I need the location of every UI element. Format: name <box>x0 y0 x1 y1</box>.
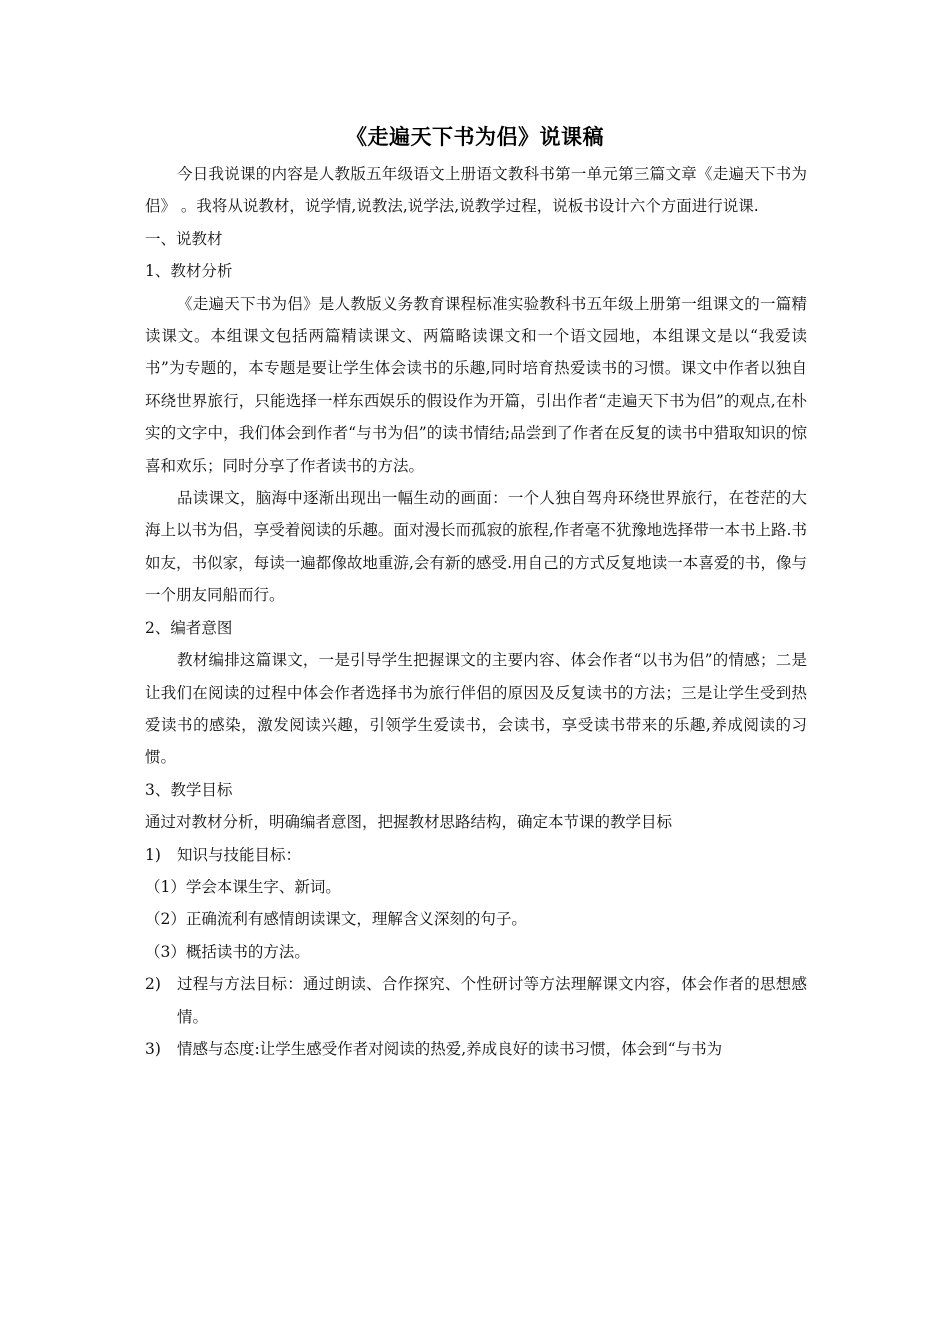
section-heading-1: 一、说教材 <box>145 229 223 248</box>
intro-paragraph: 今日我说课的内容是人教版五年级语文上册语文教科书第一单元第三篇文章《走遍天下书为侣》 。我将从说教材，说学情,说教法,说学法,说教学过程，说板书设计六个方面进行说课. <box>145 165 807 216</box>
goal-item-3 <box>145 1033 807 1065</box>
goal-text: 情感与态度:让学生感受作者对阅读的热爱,养成良好的读书习惯，体会到“与书为 <box>177 1039 723 1058</box>
paragraph-analysis-1: 《走遍天下书为侣》是人教版义务教育课程标准实验教科书五年级上册第一组课文的一篇精读课文。本组课文包括两篇精读课文、两篇略读课文和一个语文园地，本组课文是以“我爱读书”为专题的，本专题是要让学生体会读书的乐趣,同时培育热爱读书的习惯。课文中作者以独自环绕世界旅行，只能选择一样东西娱乐的假设作为开篇，引出作者“走遍天下书为侣”的观点,在朴实的文字中，我们体会到作者“与书为侣”的读书情结;品尝到了作者在反复的读书中猎取知识的惊喜和欢乐；同时分享了作者读书的方法。 <box>145 294 807 475</box>
goal-item-2 <box>145 968 807 1033</box>
goal-text: 过程与方法目标：通过朗读、合作探究、个性研讨等方法理解课文内容，体会作者的思想感情。 <box>177 975 807 1026</box>
goal-item-1 <box>145 839 807 871</box>
paragraph-editor-intent: 教材编排这篇课文，一是引导学生把握课文的主要内容、体会作者“以书为侣”的情感；二是让我们在阅读的过程中体会作者选择书为旅行伴侣的原因及反复读书的方法；三是让学生受到热爱读书的感染，激发阅读兴趣，引领学生爱读书，会读书，享受读书带来的乐趣,养成阅读的习惯。 <box>145 651 807 767</box>
paragraph-analysis-2: 品读课文，脑海中逐渐出现出一幅生动的画面：一个人独自驾舟环绕世界旅行，在苍茫的大海上以书为侣，享受着阅读的乐趣。面对漫长而孤寂的旅程,作者毫不犹豫地选择带一本书上路.书如友，书似家，每读一遍都像故地重游,会有新的感受.用自己的方式反复地读一本喜爱的书，像与一个朋友同船而行。 <box>145 489 807 605</box>
goal-text: 知识与技能目标： <box>177 845 302 864</box>
subheading-editor-intent: 2、编者意图 <box>145 618 233 637</box>
goal-number: 1) <box>145 845 161 864</box>
subheading-textbook-analysis: 1、教材分析 <box>145 262 233 281</box>
subheading-teaching-goals: 3、教学目标 <box>145 780 233 799</box>
document-title: 《走遍天下书为侣》说课稿 <box>346 125 604 149</box>
list-item: （2）正确流利有感情朗读课文，理解含义深刻的句子。 <box>145 910 527 929</box>
document-body <box>145 158 807 1065</box>
list-item: （1）学会本课生字、新词。 <box>145 877 341 896</box>
list-item: （3）概括读书的方法。 <box>145 942 310 961</box>
paragraph-goals-intro: 通过对教材分析，明确编者意图，把握教材思路结构，确定本节课的教学目标 <box>145 813 673 832</box>
goal-number: 3) <box>145 1039 161 1058</box>
goal-number: 2) <box>145 975 161 994</box>
